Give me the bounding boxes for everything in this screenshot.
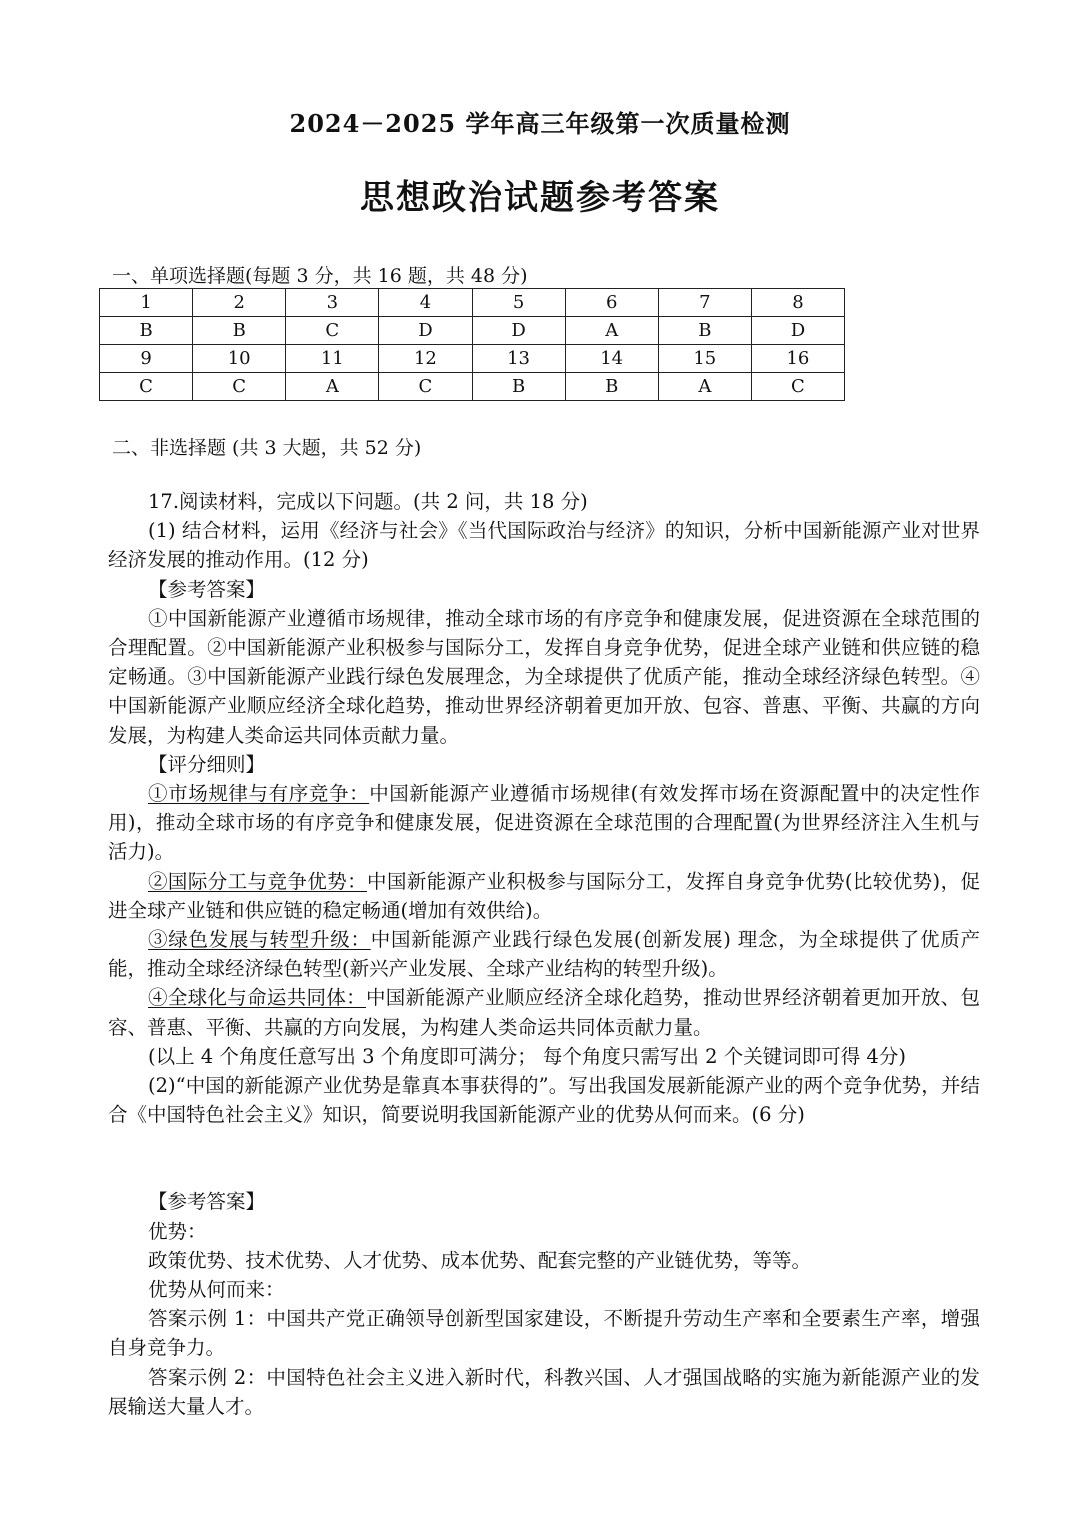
answer-cell: A bbox=[565, 317, 658, 345]
question-number-cell: 3 bbox=[286, 289, 379, 317]
section1-heading: 一、单项选择题(每题 3 分，共 16 题，共 48 分) bbox=[112, 265, 528, 287]
scoring-key-4: ④全球化与命运共同体： bbox=[148, 986, 366, 1010]
answer-table bbox=[99, 288, 845, 401]
answer-cell: B bbox=[472, 373, 565, 401]
answer-cell: B bbox=[565, 373, 658, 401]
section2-heading: 二、非选择题 (共 3 大题，共 52 分) bbox=[112, 437, 422, 459]
answer-example-2: 答案示例 2：中国特色社会主义进入新时代，科教兴国、人才强国战略的实施为新能源产业的发展输送大量人才。 bbox=[108, 1365, 980, 1418]
answer-cell: B bbox=[193, 317, 286, 345]
question-number-cell: 1 bbox=[100, 289, 193, 317]
question-number-cell: 15 bbox=[658, 345, 751, 373]
answer-cell: A bbox=[286, 373, 379, 401]
question-number-cell: 13 bbox=[472, 345, 565, 373]
q17-part1: (1) 结合材料，运用《经济与社会》《当代国际政治与经济》的知识，分析中国新能源产业对世界经济发展的推动作用。(12 分) bbox=[108, 519, 980, 572]
question-number-cell: 6 bbox=[565, 289, 658, 317]
scoring-key-3: ③绿色发展与转型升级： bbox=[148, 928, 371, 952]
scoring-text-1: 中国新能源产业遵循市场规律(有效发挥市场在资源配置中的决定性作用)，推动全球市场的有序竞争和健康发展，促进资源在全球范围的合理配置(为世界经济注入生机与活力)。 bbox=[108, 782, 980, 864]
answer-cell: C bbox=[379, 373, 472, 401]
scoring-rules-label: 【评分细则】 bbox=[148, 752, 266, 776]
question-number-cell: 14 bbox=[565, 345, 658, 373]
answer-row bbox=[100, 373, 845, 401]
reference-answer-text: ①中国新能源产业遵循市场规律，推动全球市场的有序竞争和健康发展，促进资源在全球范围的合理配置。②中国新能源产业积极参与国际分工，发挥自身竞争优势，促进全球产业链和供应链的稳定畅通。③中国新能源产业践行绿色发展理念，为全球提供了优质产能，推动全球经济绿色转型。④中国新能源产业顺应经济全球化趋势，推动世界经济朝着更加开放、包容、普惠、平衡、共赢的方向发展，为构建人类命运共同体贡献力量。 bbox=[108, 606, 980, 747]
answer-cell: C bbox=[286, 317, 379, 345]
answer-row bbox=[100, 317, 845, 345]
origin-label: 优势从何而来： bbox=[148, 1278, 285, 1302]
scoring-note: (以上 4 个角度任意写出 3 个角度即可满分； 每个角度只需写出 2 个关键词即可得 4分) bbox=[148, 1044, 906, 1068]
answer-cell: C bbox=[100, 373, 193, 401]
spacer bbox=[108, 1129, 980, 1187]
question-number-cell: 5 bbox=[472, 289, 565, 317]
scoring-item-1 bbox=[108, 779, 980, 867]
question-number-cell: 8 bbox=[751, 289, 844, 317]
exam-title: 2024－2025 学年高三年级第一次质量检测 bbox=[289, 109, 791, 138]
scoring-text-3: 中国新能源产业践行绿色发展(创新发展) 理念，为全球提供了优质产能，推动全球经济绿色转型(新兴产业发展、全球产业结构的转型升级)。 bbox=[108, 928, 980, 981]
scoring-item-3 bbox=[108, 925, 980, 983]
reference-answer-label: 【参考答案】 bbox=[148, 577, 266, 601]
answer-cell: B bbox=[658, 317, 751, 345]
exam-subtitle: 思想政治试题参考答案 bbox=[360, 178, 720, 218]
question-number-cell: 16 bbox=[751, 345, 844, 373]
answer-cell: C bbox=[751, 373, 844, 401]
question-number-cell: 4 bbox=[379, 289, 472, 317]
question-number-cell: 10 bbox=[193, 345, 286, 373]
question-17-block bbox=[108, 487, 980, 1421]
question-number-row bbox=[100, 345, 845, 373]
question-number-cell: 7 bbox=[658, 289, 751, 317]
scoring-item-2 bbox=[108, 867, 980, 925]
advantage-label: 优势： bbox=[148, 1219, 207, 1243]
q17-part2: (2)“中国的新能源产业优势是靠真本事获得的”。写出我国发展新能源产业的两个竞争优势，并结合《中国特色社会主义》知识，简要说明我国新能源产业的优势从何而来。(6 分) bbox=[108, 1074, 980, 1127]
answer-example-1: 答案示例 1：中国共产党正确领导创新型国家建设，不断提升劳动生产率和全要素生产率，增强自身竞争力。 bbox=[108, 1307, 980, 1360]
answer-cell: D bbox=[751, 317, 844, 345]
question-number-cell: 11 bbox=[286, 345, 379, 373]
advantage-text: 政策优势、技术优势、人才优势、成本优势、配套完整的产业链优势，等等。 bbox=[148, 1248, 812, 1272]
q17-intro: 17.阅读材料，完成以下问题。(共 2 问，共 18 分) bbox=[148, 490, 588, 513]
scoring-text-2: 中国新能源产业积极参与国际分工，发挥自身竞争优势(比较优势)，促进全球产业链和供应链的稳定畅通(增加有效供给)。 bbox=[108, 869, 980, 922]
answer-cell: D bbox=[379, 317, 472, 345]
scoring-text-4: 中国新能源产业顺应经济全球化趋势，推动世界经济朝着更加开放、包容、普惠、平衡、共赢的方向发展，为构建人类命运共同体贡献力量。 bbox=[108, 986, 980, 1039]
scoring-key-2: ②国际分工与竞争优势： bbox=[148, 869, 368, 893]
question-number-cell: 12 bbox=[379, 345, 472, 373]
answer-cell: A bbox=[658, 373, 751, 401]
answer-cell: D bbox=[472, 317, 565, 345]
question-number-cell: 9 bbox=[100, 345, 193, 373]
answer-cell: B bbox=[100, 317, 193, 345]
scoring-key-1: ①市场规律与有序竞争： bbox=[148, 782, 370, 806]
reference-answer-label-2: 【参考答案】 bbox=[148, 1190, 266, 1214]
answer-cell: C bbox=[193, 373, 286, 401]
question-number-cell: 2 bbox=[193, 289, 286, 317]
scoring-item-4 bbox=[108, 983, 980, 1041]
question-number-row bbox=[100, 289, 845, 317]
